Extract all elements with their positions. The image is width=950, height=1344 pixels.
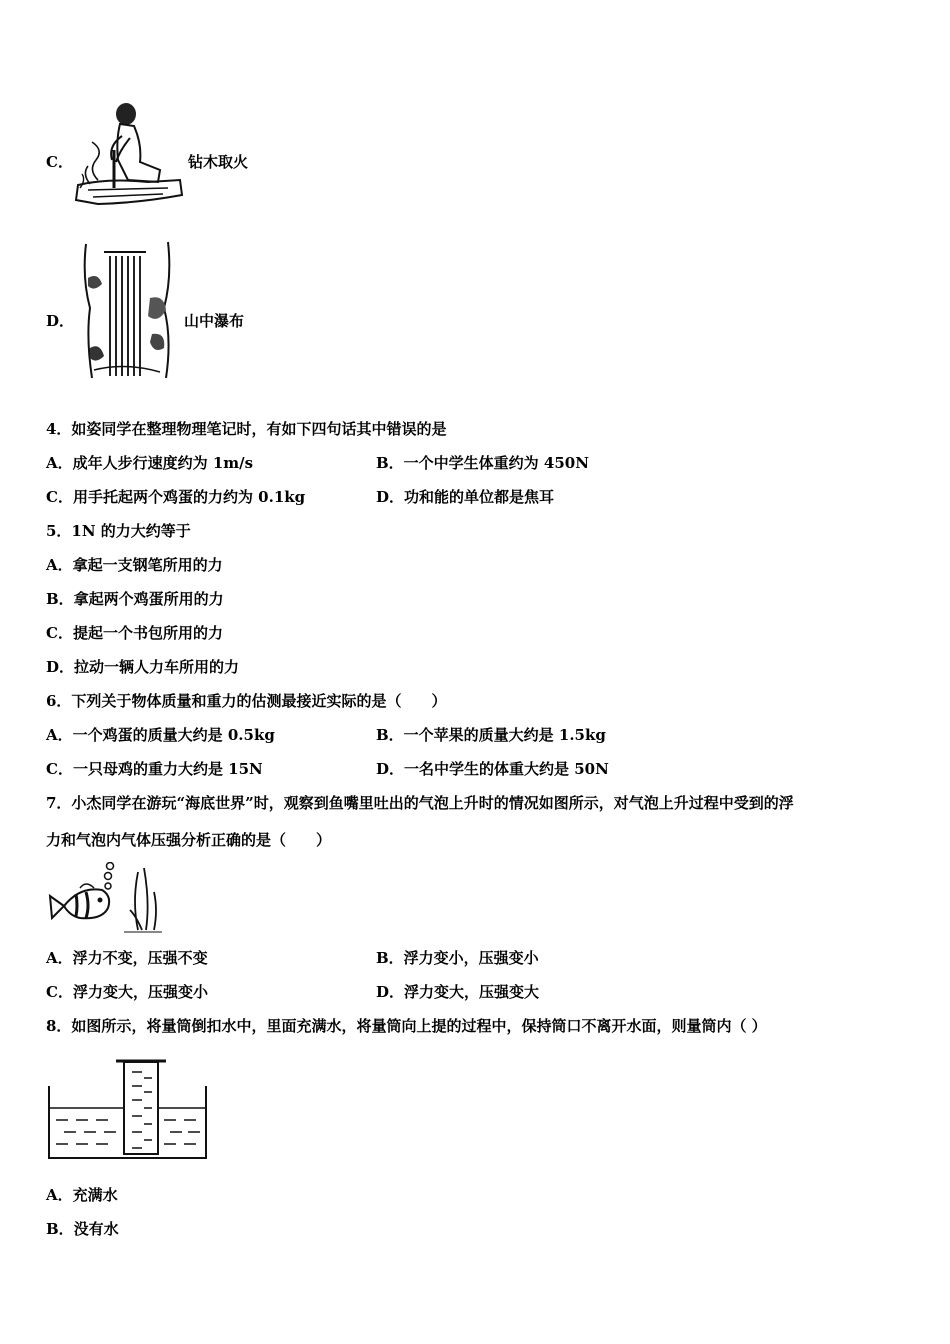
drilling-wood-fire-figure — [68, 100, 186, 208]
q8-stem: 8．如图所示，将量筒倒扣水中，里面充满水，将量筒向上提的过程中，保持筒口不离开水面，则量筒内（ ） — [46, 1017, 767, 1035]
q5-option-d: D．拉动一辆人力车所用的力 — [46, 658, 240, 676]
q5-stem: 5．1N 的力大约等于 — [46, 522, 191, 540]
inverted-graduated-cylinder-figure — [46, 1056, 210, 1162]
q7-stem-line2: 力和气泡内气体压强分析正确的是（ ） — [46, 831, 332, 849]
q4-stem: 4．如姿同学在整理物理笔记时，有如下四句话其中错误的是 — [46, 420, 447, 438]
mountain-waterfall-figure — [80, 238, 174, 382]
q7-option-d: D．浮力变大，压强变大 — [376, 983, 540, 1001]
q3-option-d-caption: 山中瀑布 — [184, 312, 245, 330]
q4-option-d: D．功和能的单位都是焦耳 — [376, 488, 555, 506]
q6-option-d: D．一名中学生的体重大约是 50N — [376, 760, 609, 778]
q4-option-a: A．成年人步行速度约为 1m/s — [46, 454, 254, 472]
q3-option-d-label: D． — [46, 312, 75, 330]
q7-option-a: A．浮力不变，压强不变 — [46, 949, 208, 967]
q7-option-c: C．浮力变大，压强变小 — [46, 983, 208, 1001]
q6-option-b: B．一个苹果的质量大约是 1.5kg — [376, 726, 606, 744]
q4-option-b: B．一个中学生体重约为 450N — [376, 454, 589, 472]
q3-option-c-label: C． — [46, 153, 73, 171]
q7-stem-line1: 7．小杰同学在游玩“海底世界”时，观察到鱼嘴里吐出的气泡上升时的情况如图所示，对气泡上升过程中受到的浮 — [46, 794, 794, 812]
q5-option-a: A．拿起一支钢笔所用的力 — [46, 556, 223, 574]
q6-stem: 6．下列关于物体质量和重力的估测最接近实际的是（ ） — [46, 692, 447, 710]
q8-option-a: A．充满水 — [46, 1186, 118, 1204]
q5-option-b: B．拿起两个鸡蛋所用的力 — [46, 590, 224, 608]
q7-option-b: B．浮力变小，压强变小 — [376, 949, 539, 967]
q3-option-c-caption: 钻木取火 — [188, 153, 249, 171]
q4-option-c: C．用手托起两个鸡蛋的力约为 0.1kg — [46, 488, 306, 506]
fish-bubbles-figure — [46, 862, 164, 936]
q6-option-a: A．一个鸡蛋的质量大约是 0.5kg — [46, 726, 275, 744]
q5-option-c: C．提起一个书包所用的力 — [46, 624, 223, 642]
q8-option-b: B．没有水 — [46, 1220, 119, 1238]
q6-option-c: C．一只母鸡的重力大约是 15N — [46, 760, 263, 778]
